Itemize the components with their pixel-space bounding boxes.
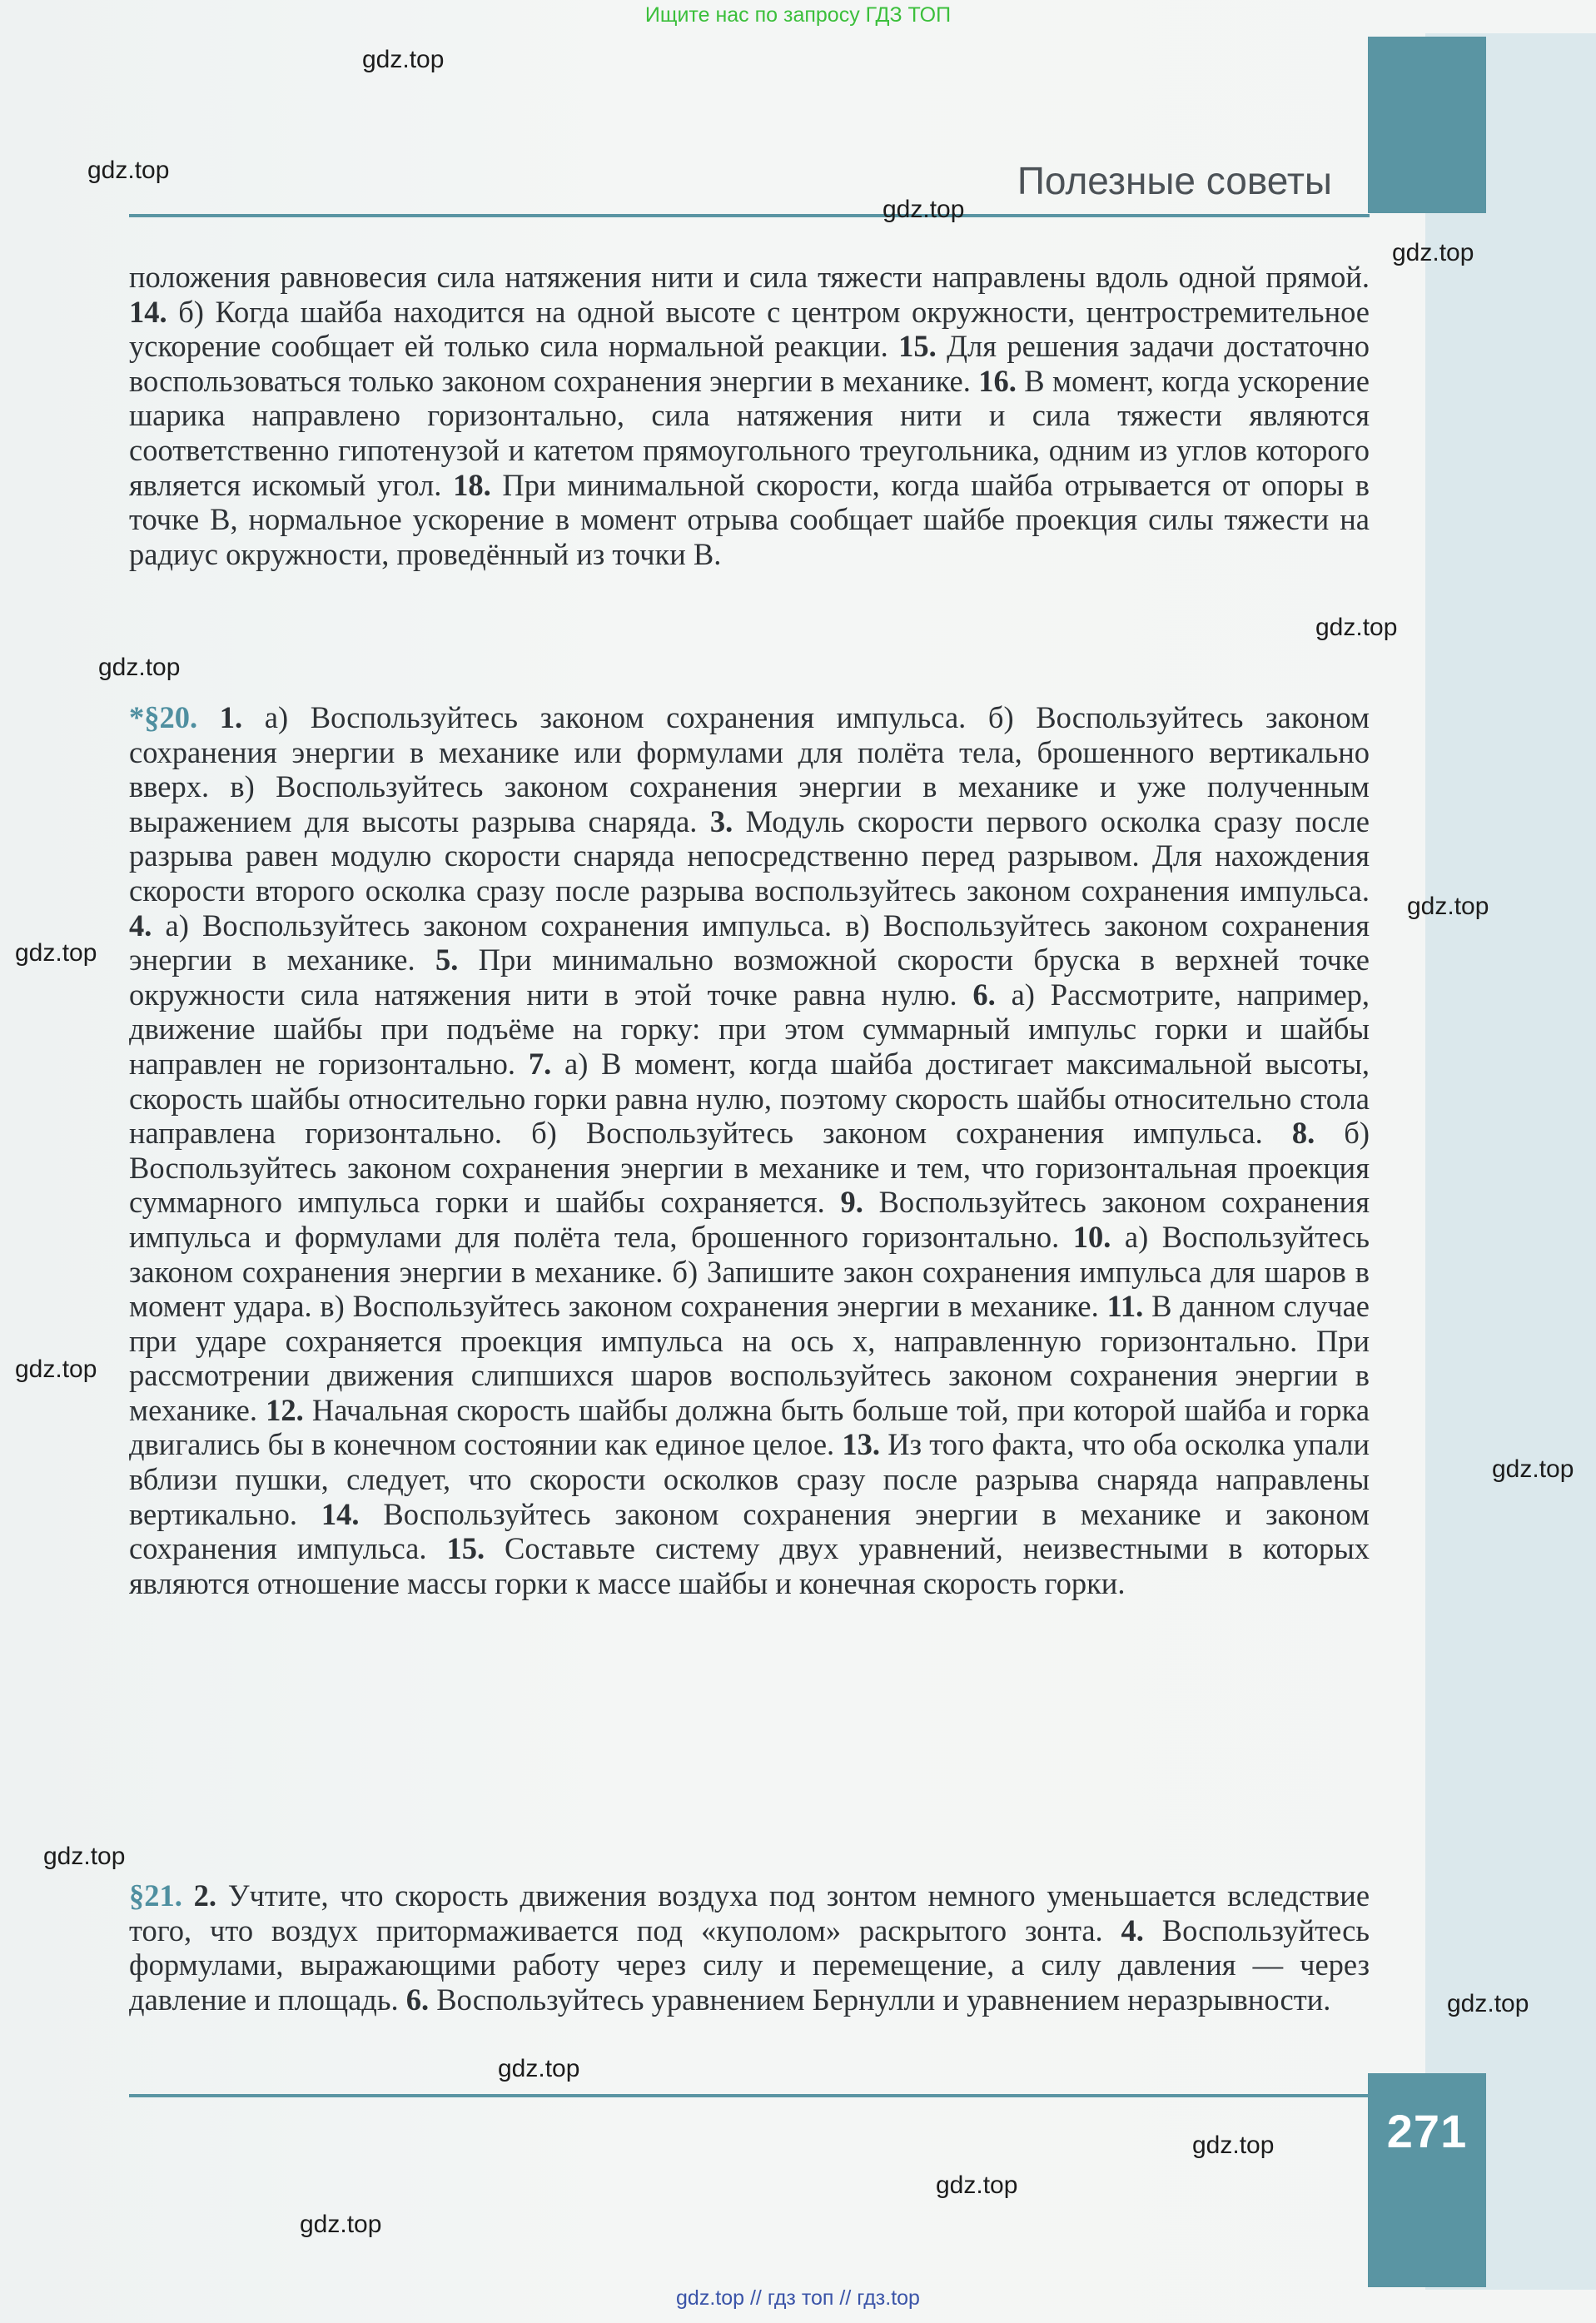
hint-number: 1. <box>219 700 243 734</box>
watermark: gdz.top <box>1392 239 1474 266</box>
hint-number: 6. <box>405 1982 430 2017</box>
side-strip <box>1425 33 1596 2290</box>
hint-number: 14. <box>321 1496 360 1531</box>
hint-text: Начальная скорость шайбы должна быть больше той, при которой шайба и горка двигались бы в конечном состоянии как единое целое. <box>129 1392 1370 1462</box>
hint-number: 15. <box>446 1531 485 1566</box>
hint-text: Воспользуйтесь уравнением Бернулли и уравнением неразрывности. <box>436 1982 1331 2017</box>
hint-text: а) В момент, когда шайба достигает максимальной высоты, скорость шайбы относительно горки равна нулю, поэтому скорость шайбы относительно стола направлена горизонтально. б) Воспользуйтесь законом сохранения импульса. <box>129 1046 1370 1151</box>
watermark: gdz.top <box>1492 1455 1574 1483</box>
watermark: gdz.top <box>1192 2131 1275 2159</box>
hint-number: 15. <box>898 329 937 364</box>
hint-text: а) Воспользуйтесь законом сохранения импульса. в) Воспользуйтесь законом сохранения энергии в механике. <box>129 908 1370 977</box>
hint-number: 11. <box>1106 1289 1144 1324</box>
hint-text: б) Когда шайба находится на одной высоте с центром окружности, центростремительное ускорение сообщает ей только сила нормальной реакции. <box>129 294 1370 364</box>
hint-text: Воспользуйтесь законом сохранения импульса и формулами для полёта тела, брошенного горизонтально. <box>129 1185 1370 1254</box>
watermark: gdz.top <box>362 46 445 73</box>
hint-text: а) Воспользуйтесь законом сохранения энергии в механике. б) Запишите закон сохранения импульса для шаров в момент удара. в) Воспользуйтесь законом сохранения энергии в механике. <box>129 1219 1370 1324</box>
bottom-banner[interactable]: gdz.top // гдз топ // гдз.top <box>676 2286 920 2310</box>
hint-number: 10. <box>1072 1219 1111 1254</box>
hint-text: В момент, когда ускорение шарика направлено горизонтально, сила натяжения нити и сила тяжести являются соответственно гипотенузой и катетом прямоугольного треугольника, одним из углов которого является искомый угол. <box>129 363 1370 502</box>
hint-number: 3. <box>709 803 733 838</box>
hint-text: При минимально возможной скорости бруска в верхней точке окружности сила натяжения нити в этой точке равна нулю. <box>129 943 1370 1012</box>
hint-text: Для решения задачи достаточно воспользоваться только законом сохранения энергии в механике. <box>129 329 1370 398</box>
section-title: Полезные советы <box>1017 159 1332 202</box>
hint-number: 4. <box>1121 1913 1144 1947</box>
hints-paragraph-section-20 <box>129 700 1370 1600</box>
hint-text: При минимальной скорости, когда шайба отрывается от опоры в точке B, нормальное ускорение в момент отрыва сообщает шайбе проекция силы тяжести на радиус окружности, проведённый из точки B. <box>129 467 1370 571</box>
hint-text: положения равновесия сила натяжения нити и сила тяжести направлены вдоль одной прямой. <box>129 260 1370 294</box>
hint-number: 14. <box>129 294 167 329</box>
section-label: *§20. <box>129 700 198 734</box>
watermark: gdz.top <box>87 157 170 184</box>
hint-text: б) Воспользуйтесь законом сохранения энергии в механике и тем, что горизонтальная проекция суммарного импульса горки и шайбы сохраняется. <box>129 1116 1370 1220</box>
watermark: gdz.top <box>15 939 97 967</box>
hint-text: а) Рассмотрите, например, движение шайбы при подъёме на горку: при этом суммарный импульс горки и шайбы направлен не горизонтально. <box>129 977 1370 1081</box>
hint-number: 4. <box>129 908 152 943</box>
section-label: §21. <box>129 1878 182 1913</box>
watermark: gdz.top <box>98 654 181 681</box>
page-number: 271 <box>1386 2105 1468 2157</box>
hint-text: Учтите, что скорость движения воздуха под зонтом немного уменьшается вследствие того, что воздух притормаживается под «куполом» раскрытого зонта. <box>129 1878 1370 1947</box>
watermark: gdz.top <box>1315 614 1398 641</box>
footer-divider <box>129 2094 1370 2097</box>
top-banner[interactable]: Ищите нас по запросу ГДЗ ТОП <box>644 3 952 27</box>
hint-text: В данном случае при ударе сохраняется проекция импульса на ось x, направленную горизонтально. При рассмотрении движения слипшихся шаров воспользуйтесь законом сохранения энергии в механике. <box>129 1289 1370 1427</box>
hint-text: а) Воспользуйтесь законом сохранения импульса. б) Воспользуйтесь законом сохранения энергии в механике или формулами для полёта тела, брошенного вертикально вверх. в) Воспользуйтесь законом сохранения энергии в механике и уже полученным выражением для высоты разрыва снаряда. <box>129 700 1370 838</box>
watermark: gdz.top <box>498 2055 580 2082</box>
hint-number: 13. <box>842 1427 881 1462</box>
hint-text: Воспользуйтесь законом сохранения энергии в механике и законом сохранения импульса. <box>129 1496 1370 1566</box>
hints-paragraph-continued <box>129 260 1370 571</box>
hint-number: 16. <box>978 363 1017 398</box>
hint-number: 7. <box>528 1046 552 1081</box>
watermark: gdz.top <box>300 2211 382 2238</box>
hint-number: 18. <box>453 467 491 502</box>
watermark: gdz.top <box>1407 893 1489 920</box>
header-tab <box>1368 37 1486 213</box>
hint-text: Модуль скорости первого осколка сразу после разрыва равен модулю скорости снаряда непосредственно перед разрывом. Для нахождения скорости второго осколка сразу после разрыва воспользуйтесь законом сохранения импульса. <box>129 803 1370 908</box>
header-divider <box>129 214 1370 217</box>
hint-number: 2. <box>193 1878 216 1913</box>
watermark: gdz.top <box>43 1843 126 1870</box>
watermark: gdz.top <box>936 2171 1018 2199</box>
hint-text: Воспользуйтесь формулами, выражающими работу через силу и перемещение, а силу давления — через давление и площадь. <box>129 1913 1370 2017</box>
hint-number: 12. <box>266 1392 304 1427</box>
hints-paragraph-section-21 <box>129 1878 1370 2017</box>
hint-text: Из того факта, что оба осколка упали вблизи пушки, следует, что скорости осколков сразу после разрыва снаряда направлены вертикально. <box>129 1427 1370 1531</box>
hint-number: 8. <box>1291 1116 1315 1151</box>
hint-number: 5. <box>435 943 459 977</box>
watermark: gdz.top <box>1447 1990 1529 2017</box>
hint-text: Составьте систему двух уравнений, неизвестными в которых являются отношение массы горки к массе шайбы и конечная скорость горки. <box>129 1531 1370 1600</box>
watermark: gdz.top <box>883 196 965 223</box>
watermark: gdz.top <box>15 1355 97 1383</box>
hint-number: 6. <box>972 977 996 1012</box>
hint-number: 9. <box>840 1185 863 1220</box>
